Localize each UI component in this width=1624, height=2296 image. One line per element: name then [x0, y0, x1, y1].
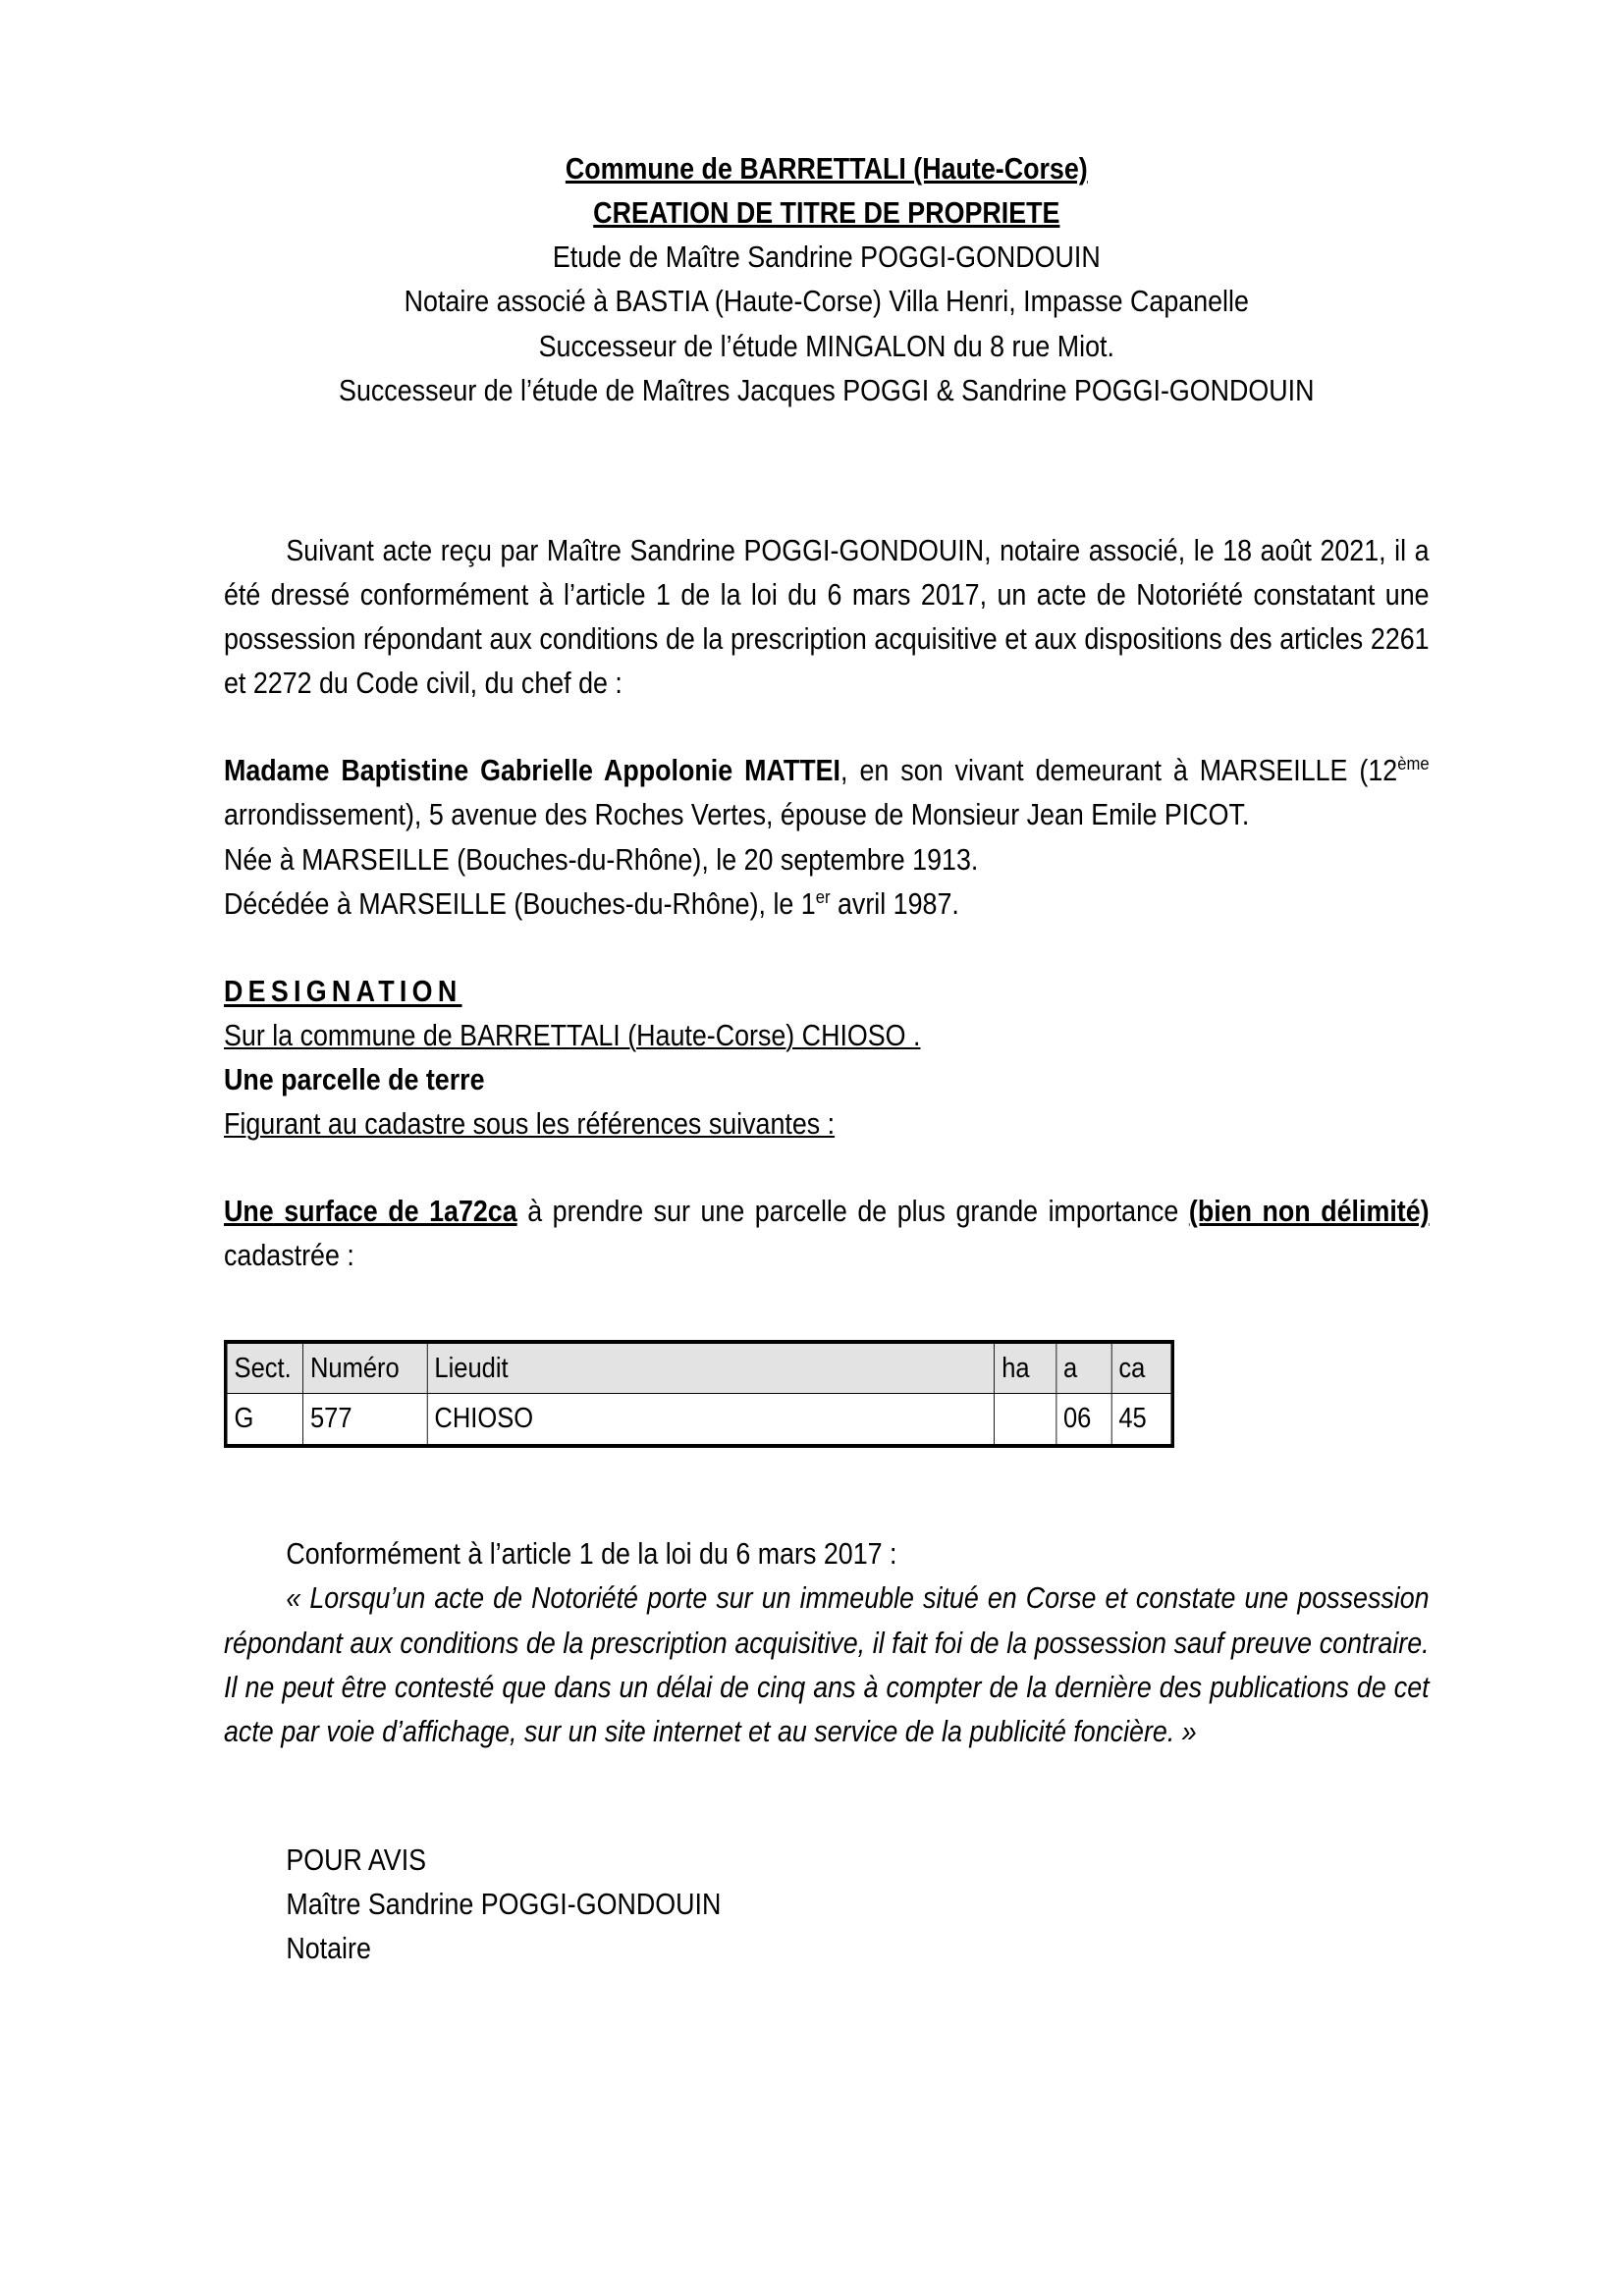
designation-commune-line: Sur la commune de BARRETTALI (Haute-Corse) CHIOSO .: [224, 1018, 921, 1052]
cell-lieudit: CHIOSO: [427, 1394, 995, 1446]
person-death-part2: avril 1987.: [830, 886, 959, 921]
person-address-ordinal: ème: [1397, 754, 1430, 775]
spacer-before-surface: [224, 1147, 1430, 1190]
person-address-part1: , en son vivant demeurant à MARSEILLE (12: [840, 754, 1398, 788]
header-successeur-line-2: Successeur de l’étude de Maîtres Jacques POGGI & Sandrine POGGI-GONDOUIN: [339, 373, 1315, 407]
spacer-before-designation: [224, 927, 1430, 970]
header-etude-line: Etude de Maître Sandrine POGGI-GONDOUIN: [552, 240, 1101, 275]
cell-ha: [995, 1394, 1056, 1446]
table-header-lieudit: Lieudit: [427, 1342, 995, 1394]
table-header-ha: ha: [995, 1342, 1056, 1394]
cell-ca: 45: [1111, 1394, 1172, 1446]
document-header: [224, 147, 1430, 413]
spacer-after-intro: [224, 706, 1430, 749]
law-intro-line: Conformément à l’article 1 de la loi du 6 mars 2017 :: [286, 1537, 897, 1572]
surface-amount: Une surface de 1a72ca: [224, 1195, 517, 1229]
intro-paragraph: Suivant acte reçu par Maître Sandrine POGGI-GONDOUIN, notaire associé, le 18 août 2021, il a été dressé conformément à l’article 1 de la loi du 6 mars 2017, un acte de Notoriété constatant une possession répondant aux conditions de la prescription acquisitive et aux dispositions des articles 2261 et 2272 du Code civil, du chef de :: [224, 533, 1430, 701]
header-act-title: CREATION DE TITRE DE PROPRIETE: [593, 196, 1060, 231]
spacer-after-header: [224, 413, 1430, 529]
person-death-line: [224, 882, 1430, 927]
cadastre-table: [224, 1340, 1174, 1449]
designation-parcelle-line: Une parcelle de terre: [224, 1063, 485, 1096]
designation-section: [224, 970, 1430, 1148]
spacer-after-table: [224, 1448, 1430, 1532]
table-header-sect: Sect.: [226, 1342, 303, 1394]
spacer-before-signature: [224, 1754, 1430, 1839]
table-header-ca: ca: [1111, 1342, 1172, 1394]
header-notaire-line: Notaire associé à BASTIA (Haute-Corse) Villa Henri, Impasse Capanelle: [404, 285, 1249, 319]
law-quote-paragraph: « Lorsqu’un acte de Notoriété porte sur un immeuble situé en Corse et constate une possession répondant aux conditions de la prescription acquisitive, il fait foi de la possession sauf preuve contraire. Il ne peut être contesté que dans un délai de cinq ans à compter de la dernière des publications de cet acte par voie d’affichage, sur un site internet et au service de la publicité foncière. »: [224, 1581, 1430, 1748]
signature-role: Notaire: [286, 1932, 371, 1966]
designation-heading-wrap: [224, 970, 1430, 1014]
table-row: [226, 1394, 1172, 1446]
person-name: Madame Baptistine Gabrielle Appolonie MATTEI: [224, 754, 841, 788]
person-death-ordinal: er: [815, 886, 831, 908]
person-death-part1: Décédée à MARSEILLE (Bouches-du-Rhône), le 1: [224, 886, 816, 921]
signature-block: [224, 1839, 1430, 1971]
cell-a: 06: [1056, 1394, 1110, 1446]
person-address-part2: arrondissement), 5 avenue des Roches Vertes, épouse de Monsieur Jean Emile PICOT.: [224, 798, 1250, 832]
signature-name: Maître Sandrine POGGI-GONDOUIN: [286, 1888, 722, 1922]
cadastre-table-wrap: [224, 1340, 1430, 1449]
cell-sect: G: [226, 1394, 303, 1446]
header-successeur-line-1: Successeur de l’étude MINGALON du 8 rue Miot.: [538, 329, 1114, 363]
person-identity-paragraph: [224, 749, 1430, 837]
cell-numero: 577: [302, 1394, 426, 1446]
table-header-a: a: [1056, 1342, 1110, 1394]
surface-paragraph: [224, 1190, 1430, 1278]
surface-bien-non-delimite: (bien non délimité): [1188, 1195, 1430, 1229]
table-header-numero: Numéro: [302, 1342, 426, 1394]
header-commune-title: Commune de BARRETTALI (Haute-Corse): [565, 152, 1088, 186]
person-birth-line: Née à MARSEILLE (Bouches-du-Rhône), le 20 septembre 1913.: [224, 842, 979, 877]
designation-title: DESIGNATION: [224, 974, 462, 1008]
table-header-row: [226, 1342, 1172, 1394]
document-sheet: [224, 147, 1430, 1971]
surface-end-text: cadastrée :: [224, 1239, 354, 1273]
surface-middle-text: à prendre sur une parcelle de plus grande importance: [516, 1195, 1189, 1229]
signature-pour-avis: POUR AVIS: [286, 1842, 427, 1877]
designation-cadastre-line: Figurant au cadastre sous les références suivantes :: [224, 1107, 836, 1142]
spacer-before-table: [224, 1279, 1430, 1340]
